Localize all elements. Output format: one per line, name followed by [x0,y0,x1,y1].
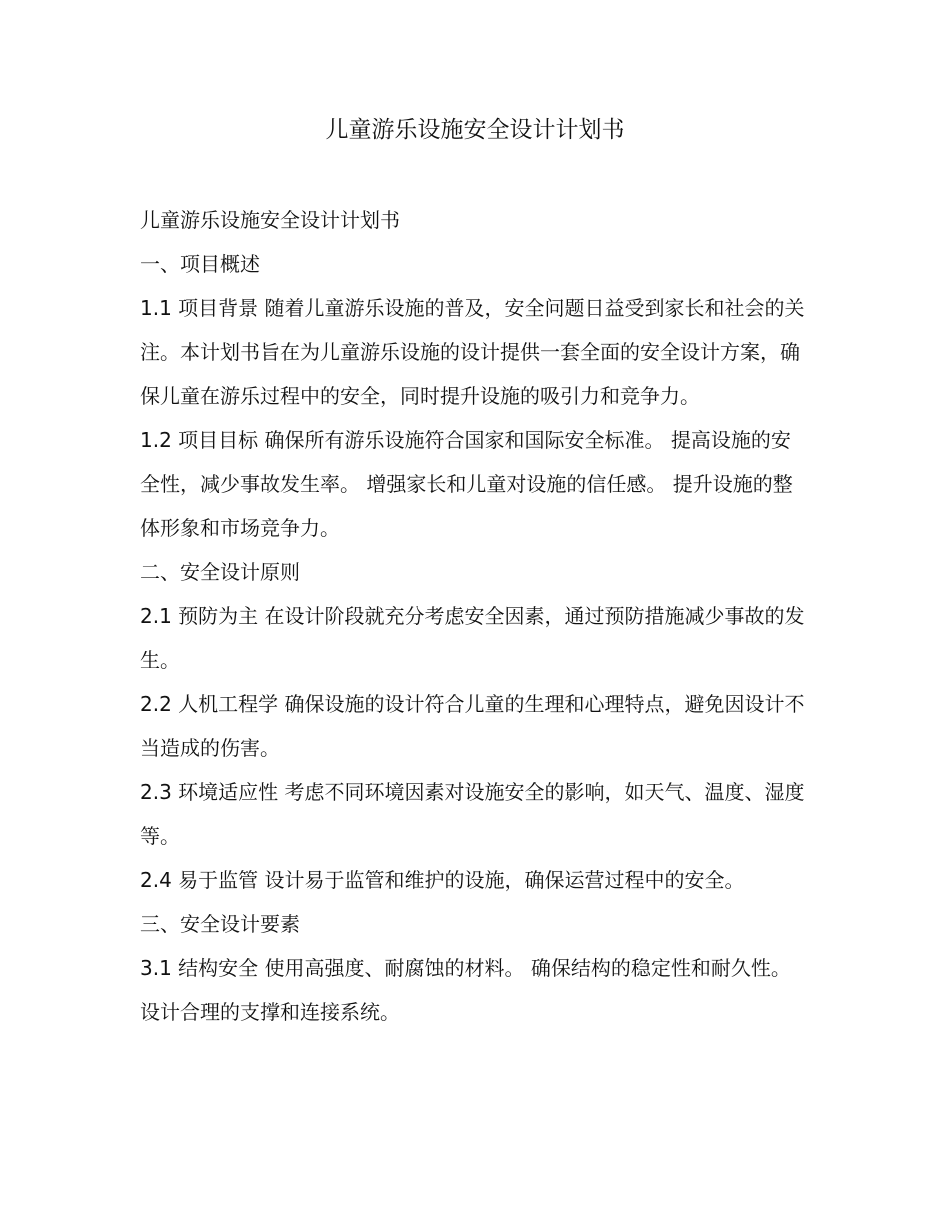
section-heading-2: 二、安全设计原则 [140,560,300,584]
document-body [140,198,808,1034]
paragraph-2-3: 2.3 环境适应性 考虑不同环境因素对设施安全的影响，如天气、温度、湿度等。 [140,780,805,848]
section-heading-3: 三、安全设计要素 [140,912,300,936]
paragraph-1-2: 1.2 项目目标 确保所有游乐设施符合国家和国际安全标准。 提高设施的安全性，减少事故发生率。 增强家长和儿童对设施的信任感。 提升设施的整体形象和市场竞争力。 [140,428,793,540]
section-heading-1: 一、项目概述 [140,252,260,276]
paragraph-subtitle: 儿童游乐设施安全设计计划书 [140,208,400,232]
paragraph-2-2: 2.2 人机工程学 确保设施的设计符合儿童的生理和心理特点，避免因设计不当造成的伤害。 [140,692,805,760]
paragraph-2-4: 2.4 易于监管 设计易于监管和维护的设施，确保运营过程中的安全。 [140,868,745,892]
paragraph-2-1: 2.1 预防为主 在设计阶段就充分考虑安全因素，通过预防措施减少事故的发生。 [140,604,805,672]
paragraph-3-1: 3.1 结构安全 使用高强度、耐腐蚀的材料。 确保结构的稳定性和耐久性。 设计合理的支撑和连接系统。 [140,956,791,1024]
paragraph-1-1: 1.1 项目背景 随着儿童游乐设施的普及，安全问题日益受到家长和社会的关注。本计划书旨在为儿童游乐设施的设计提供一套全面的安全设计方案，确保儿童在游乐过程中的安全，同时提升设施的吸引力和竞争力。 [140,296,805,408]
document-title: 儿童游乐设施安全设计计划书 [325,117,625,143]
